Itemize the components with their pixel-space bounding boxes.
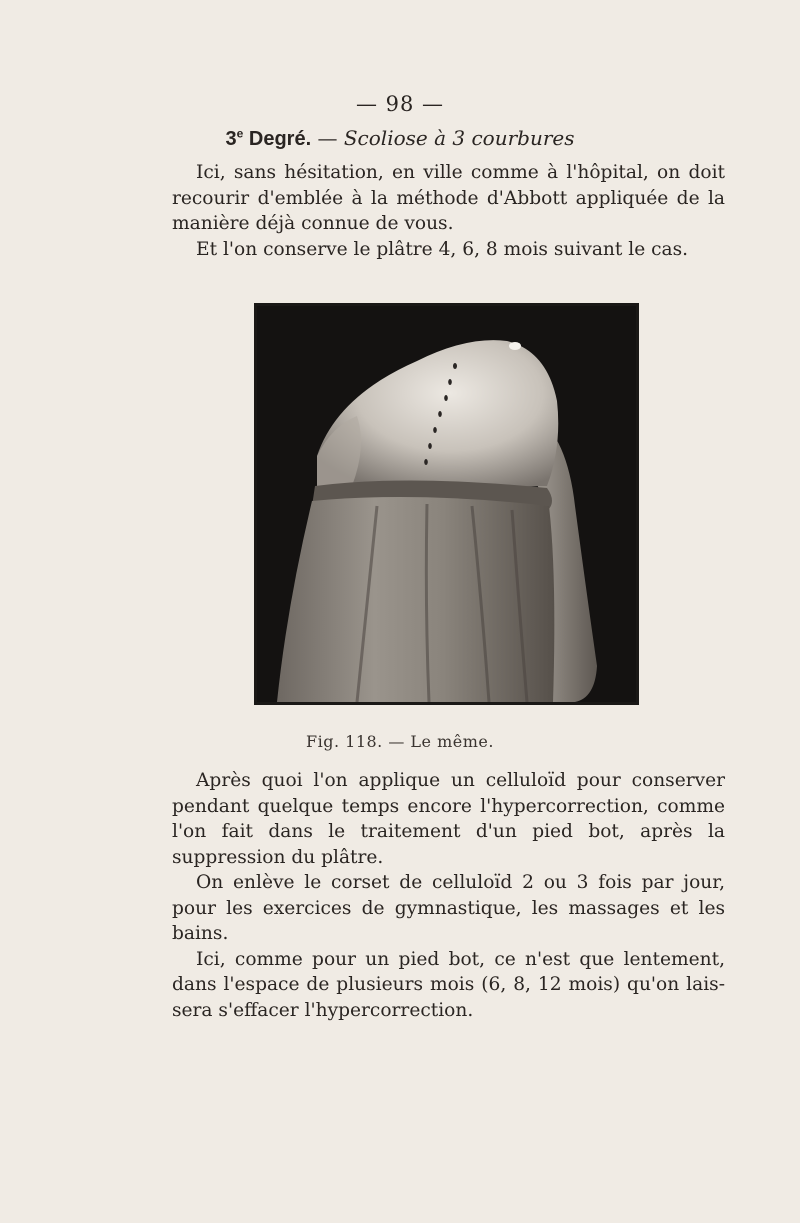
paragraph-bottom-1: Après quoi l'on applique un celluloïd pour conserver pendant quelque temps encore l'hypercorrection, comme l'on fait dans le traitement d'un pied bot, après la suppression du plâtre.	[172, 770, 725, 868]
figure-caption: Fig. 118. — Le même.	[306, 732, 494, 751]
section-heading	[0, 126, 800, 151]
paragraph-bottom-2: On enlève le corset de celluloïd 2 ou 3 fois par jour, pour les exercices de gymnastique, les massages et les bains.	[172, 872, 725, 944]
heading-degree-word: Degré.	[243, 128, 312, 150]
paragraph-bottom-3: Ici, comme pour un pied bot, ce n'est que lentement, dans l'espace de plusieurs mois (6, 8, 12 mois) qu'on laissera s'effacer l'hypercorrection.	[172, 948, 725, 1021]
page-number: — 98 —	[355, 92, 445, 116]
paragraph-top-1: Ici, sans hésitation, en ville comme à l'hôpital, on doit recourir d'emblée à la méthode d'Abbott appliquée de la manière déjà connue de vous.	[172, 162, 725, 234]
text-block-top	[172, 160, 725, 262]
heading-degree-superscript: e	[236, 126, 244, 141]
heading-degree-number: 3	[225, 128, 237, 150]
heading-dash: —	[311, 126, 344, 150]
heading-degree	[226, 128, 312, 150]
paragraph-top-2: Et l'on conserve le plâtre 4, 6, 8 mois suivant le cas.	[196, 238, 689, 260]
photograph-patient-back	[257, 306, 636, 702]
text-block-bottom	[172, 768, 725, 1023]
heading-title: Scoliose à 3 courbures	[343, 126, 575, 150]
figure-photograph	[254, 303, 639, 705]
